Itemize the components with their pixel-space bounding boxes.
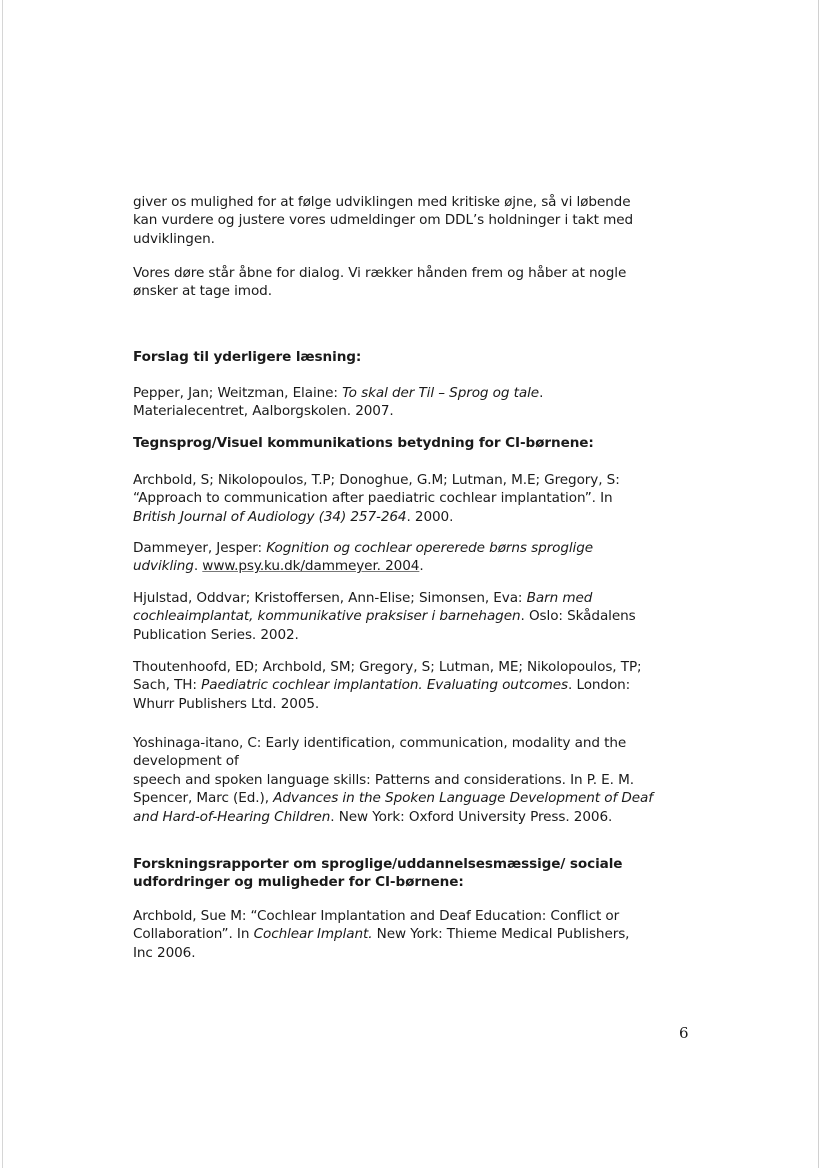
text-segment: Materialecentret, Aalborgskolen. 2007. <box>133 403 394 420</box>
text-line <box>133 211 633 229</box>
reference <box>133 658 642 713</box>
text-line <box>133 557 593 575</box>
reference <box>133 589 636 644</box>
text-segment: . 2000. <box>406 508 454 525</box>
reference <box>133 539 593 576</box>
reference <box>133 471 620 526</box>
text-segment: Forslag til yderligere læsning: <box>133 349 362 365</box>
text-line <box>133 789 653 807</box>
italic-title: British Journal of Audiology (34) 257-264 <box>133 508 407 525</box>
italic-title: udvikling <box>133 558 194 575</box>
text-line <box>133 193 633 211</box>
text-line <box>133 695 642 713</box>
text-segment: Inc 2006. <box>133 944 196 961</box>
text-segment: giver os mulighed for at følge udviklingen med kritiske øjne, så vi løbende <box>133 194 631 210</box>
text-segment: Dammeyer, Jesper: <box>133 540 267 556</box>
text-segment: Sach, TH: <box>133 677 202 694</box>
paragraph <box>133 193 633 248</box>
text-segment: Publication Series. 2002. <box>133 626 299 643</box>
text-line <box>133 264 626 282</box>
text-segment: Pepper, Jan; Weitzman, Elaine: <box>133 385 343 401</box>
section-heading <box>133 855 622 892</box>
text-line <box>133 384 543 402</box>
text-line <box>133 626 636 644</box>
text-line <box>133 508 620 526</box>
reference <box>133 384 543 421</box>
text-segment: Collaboration”. In <box>133 926 254 943</box>
text-line <box>133 658 642 676</box>
italic-title: Advances in the Spoken Language Development of Deaf <box>273 790 653 807</box>
scan-edge-right <box>818 0 819 1168</box>
text-line <box>133 402 543 420</box>
text-segment: udviklingen. <box>133 230 215 247</box>
text-segment: Tegnsprog/Visuel kommunikations betydning for CI-børnene: <box>133 435 594 451</box>
italic-title: Kognition og cochlear opererede børns sproglige <box>266 540 594 556</box>
text-segment: Spencer, Marc (Ed.), <box>133 790 274 807</box>
text-line <box>133 771 653 789</box>
text-segment: Forskningsrapporter om sproglige/uddannelsesmæssige/ sociale <box>133 856 623 872</box>
text-segment: “Approach to communication after paediatric cochlear implantation”. In <box>133 490 613 507</box>
text-line <box>133 607 636 625</box>
text-segment: . <box>419 558 424 575</box>
text-line <box>133 925 629 943</box>
text-segment: New York: Thieme Medical Publishers, <box>372 926 630 943</box>
text-segment: . Oslo: Skådalens <box>520 608 636 625</box>
reference <box>133 734 653 826</box>
italic-title: Cochlear Implant. <box>253 926 373 943</box>
text-line <box>133 873 622 891</box>
reference <box>133 907 629 962</box>
text-segment: kan vurdere og justere vores udmeldinger om DDL’s holdninger i takt med <box>133 212 634 229</box>
text-segment: . <box>539 385 544 401</box>
text-line <box>133 539 593 557</box>
text-line <box>133 589 636 607</box>
text-line <box>133 855 622 873</box>
italic-title: To skal der Til – Sprog og tale <box>342 385 540 401</box>
text-line <box>133 676 642 694</box>
text-segment: Thoutenhoofd, ED; Archbold, SM; Gregory, S; Lutman, ME; Nikolopoulos, TP; <box>133 659 642 675</box>
text-segment: udfordringer og muligheder for CI-børnene: <box>133 874 464 891</box>
text-line <box>133 808 653 826</box>
italic-title: and Hard-of-Hearing Children <box>133 808 331 825</box>
text-line <box>133 434 594 452</box>
italic-title: cochleaimplantat, kommunikative praksiser i barnehagen <box>133 608 521 625</box>
scan-edge-left <box>2 0 3 1168</box>
text-segment: speech and spoken language skills: Patterns and considerations. In P. E. M. <box>133 771 634 788</box>
text-line <box>133 944 629 962</box>
text-line <box>133 907 629 925</box>
italic-title: Barn med <box>526 590 593 606</box>
text-line <box>133 734 653 752</box>
text-segment: ønsker at tage imod. <box>133 283 272 300</box>
italic-title: Paediatric cochlear implantation. Evaluating outcomes <box>201 677 569 694</box>
text-line <box>133 471 620 489</box>
text-segment: Hjulstad, Oddvar; Kristoffersen, Ann-Elise; Simonsen, Eva: <box>133 590 527 606</box>
text-line <box>133 348 361 366</box>
text-line <box>133 489 620 507</box>
text-segment: Archbold, S; Nikolopoulos, T.P; Donoghue, G.M; Lutman, M.E; Gregory, S: <box>133 472 620 488</box>
text-segment: Archbold, Sue M: “Cochlear Implantation and Deaf Education: Conflict or <box>133 908 620 924</box>
text-line <box>133 282 626 300</box>
paragraph <box>133 264 626 301</box>
text-segment: . <box>193 558 203 575</box>
text-segment: . New York: Oxford University Press. 2006. <box>330 808 613 825</box>
page-number: 6 <box>679 1024 689 1042</box>
section-heading <box>133 434 594 452</box>
text-line <box>133 752 653 770</box>
text-segment: development of <box>133 753 239 770</box>
text-line <box>133 230 633 248</box>
text-segment: Whurr Publishers Ltd. 2005. <box>133 695 320 712</box>
text-segment: Vores døre står åbne for dialog. Vi rækker hånden frem og håber at nogle <box>133 265 627 281</box>
reference-link[interactable]: www.psy.ku.dk/dammeyer. 2004 <box>202 558 420 575</box>
text-segment: . London: <box>568 677 631 694</box>
section-heading <box>133 348 361 366</box>
text-segment: Yoshinaga-itano, C: Early identification, communication, modality and the <box>133 735 627 751</box>
